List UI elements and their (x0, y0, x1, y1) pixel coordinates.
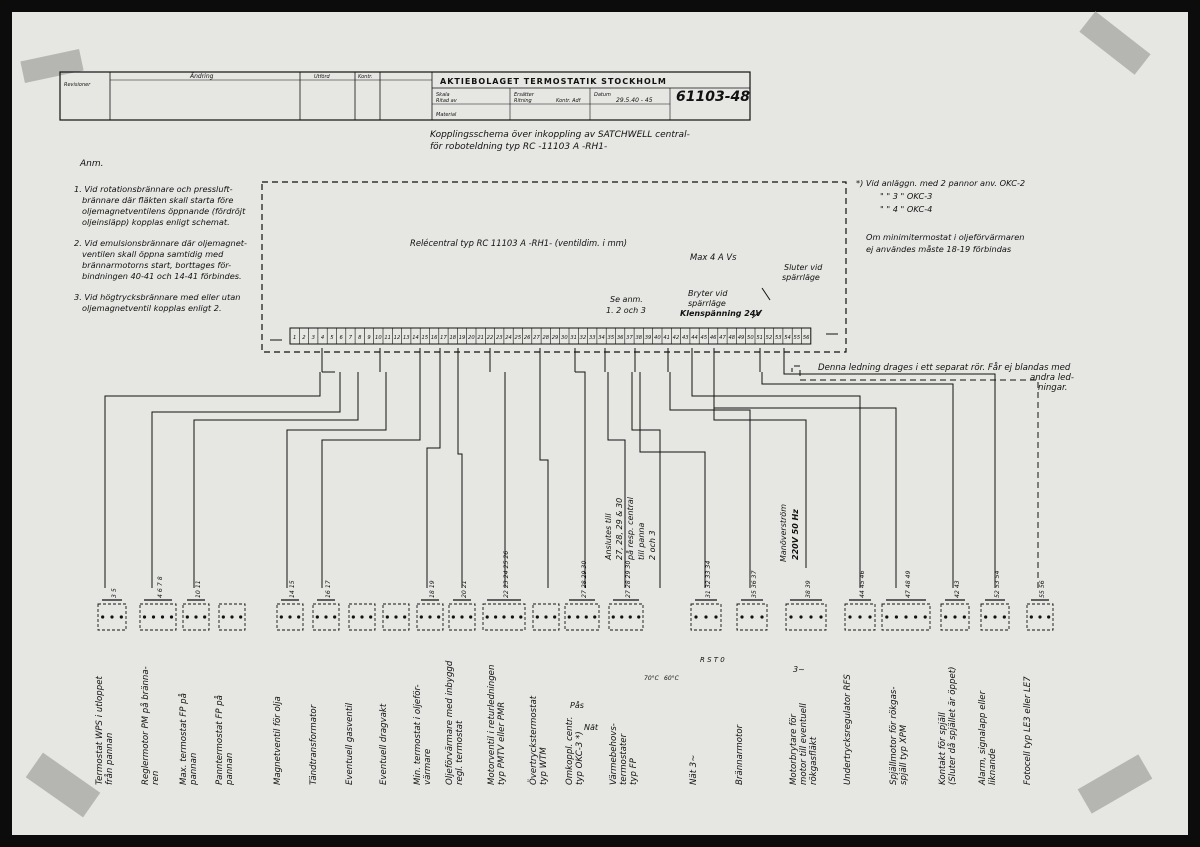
separate-wire-line-1: Denna ledning drages i ett separat rör. Får ej blandas med (818, 363, 1071, 373)
terminal-number: 22 (486, 335, 494, 341)
sluter-line-1: Sluter vid (784, 263, 823, 272)
device-label: Min. termostat i oljeför- (413, 684, 423, 785)
device-label: rökgasfläkt (809, 736, 819, 785)
device-terminals: 52 53 54 (994, 570, 1001, 598)
ritning-label: Ritning (514, 98, 532, 104)
device-terminals: 38 39 (805, 580, 812, 598)
anslutes-line-3: på resp. central (626, 496, 635, 560)
terminal-number: 27 (533, 335, 540, 341)
separate-wire-line-3: ningar. (1038, 383, 1068, 393)
device-terminals: 47 48 49 (905, 570, 912, 598)
terminal-number: 40 (654, 335, 661, 341)
anslutes-line-5: 2 och 3 (648, 530, 657, 560)
terminal-number: 30 (561, 335, 568, 341)
device-pin (1038, 615, 1041, 618)
device (178, 580, 209, 786)
device-pin (885, 615, 888, 618)
device-pin (222, 615, 225, 618)
terminal-number: 51 (756, 335, 763, 341)
device-terminals: 18 19 (429, 580, 436, 598)
device-label: typ PMTV eller PMR (497, 701, 507, 785)
minimitermostat-note-1: Om minimitermostat i oljeförvärmaren (866, 232, 1025, 242)
terminal-number: 3 (311, 335, 315, 341)
device-pin (186, 615, 189, 618)
device-label: Termostat WPS i utloppet (95, 676, 105, 785)
device-pin (203, 615, 206, 618)
device-label: Magnetventil för olja (273, 696, 283, 785)
device-row (95, 551, 1053, 786)
device-terminals: 4 6 7 8 (157, 576, 164, 598)
device-pin (369, 615, 372, 618)
pas-label: Pås (570, 701, 584, 710)
device-label: Motorbrytare för (789, 714, 799, 785)
anslutes-note (604, 496, 657, 561)
device-pin (593, 615, 596, 618)
terminal-number: 36 (616, 335, 624, 341)
three-tilde-label: 3~ (793, 665, 805, 674)
terminal-number: 15 (421, 335, 429, 341)
device-terminals: 10 11 (195, 580, 202, 598)
device-label: Alarm, signalapp eller (978, 690, 988, 785)
terminal-number: 19 (458, 335, 466, 341)
device (483, 551, 525, 785)
device-label: Reglermotor PM på bränna- (141, 666, 151, 785)
device-label: typ FP (629, 758, 639, 785)
device-label: (Sluter då spjället är öppet) (948, 666, 958, 785)
device-pin (984, 615, 987, 618)
device-pin (486, 615, 489, 618)
device-label: liknande (988, 748, 998, 785)
note-2-line-1: 2. Vid emulsionsbrännare där oljemagnet- (74, 238, 247, 248)
device-pin (1047, 615, 1050, 618)
terminal-number: 28 (542, 335, 550, 341)
terminal-number: 53 (774, 335, 782, 341)
device-pin (576, 615, 579, 618)
terminal-number: 24 (505, 335, 512, 341)
device-terminals: 16 17 (325, 580, 332, 598)
terminal-number: 33 (588, 335, 596, 341)
se-anm-line-1: Se anm. (610, 295, 643, 304)
separate-wire-line-2: andra led- (1030, 373, 1074, 383)
device-pin (694, 615, 697, 618)
device-pin (585, 615, 588, 618)
note-1-line-1: 1. Vid rotationsbrännare och pressluft- (74, 184, 233, 194)
device (938, 580, 969, 785)
device-pin (568, 615, 571, 618)
device-label: Övertryckstermostat (529, 695, 539, 785)
device (843, 570, 875, 785)
device-label: Spjällmotor för rökgas- (889, 686, 899, 785)
drawing-number: 61103-48 (676, 89, 750, 105)
device-pin (316, 615, 319, 618)
okc-note-2: " " 3 " OKC-3 (880, 191, 933, 201)
device (214, 604, 245, 786)
device-pin (629, 615, 632, 618)
terminal-number: 16 (430, 335, 438, 341)
terminal-number: 11 (384, 335, 391, 341)
note-2-line-3: brännarmotorns start, borttages för- (82, 260, 232, 270)
device-pin (1030, 615, 1033, 618)
skala-label: Skala (436, 92, 450, 98)
terminal-number: 6 (339, 335, 343, 341)
device-pin (288, 615, 291, 618)
terminal-number: 21 (477, 335, 484, 341)
device-label: Eventuell gasventil (345, 702, 355, 785)
device-pin (789, 615, 792, 618)
terminal-number: 7 (348, 335, 353, 341)
col-andring: Ändring (190, 73, 214, 80)
device-pin (152, 615, 155, 618)
device (786, 580, 826, 785)
terminal-number: 54 (784, 335, 791, 341)
nat-label: Nät (584, 723, 599, 732)
device-pin (239, 615, 242, 618)
device-pin (637, 615, 640, 618)
terminal-number: 13 (402, 335, 410, 341)
terminal-number: 56 (802, 335, 810, 341)
klenspanning: Klenspänning 24V (680, 309, 762, 318)
device-pin (819, 615, 822, 618)
device-label: Undertrycksregulator RFS (843, 674, 853, 785)
terminal-number: 31 (570, 335, 577, 341)
terminal-strip (290, 328, 811, 344)
terminal-number: 49 (737, 335, 745, 341)
sluter-line-2: spärrläge (782, 273, 820, 282)
note-1-line-2: brännare där fläkten skall starta före (82, 195, 234, 205)
terminal-number: 29 (551, 335, 559, 341)
terminal-number: 37 (626, 335, 633, 341)
device-pin (333, 615, 336, 618)
device (413, 580, 443, 785)
device-label: spjäll typ XPM (899, 724, 909, 785)
device-label: Panntermostat FP på (215, 695, 225, 785)
terminal-number: 39 (644, 335, 652, 341)
note-1-line-3: oljemagnetventilens öppnande (fördröjt (82, 206, 246, 216)
se-anm-line-2: 1. 2 och 3 (606, 306, 646, 315)
title-block (60, 72, 750, 120)
anslutes-line-2: 27, 28, 29 & 30 (615, 497, 624, 560)
device-pin (161, 615, 164, 618)
terminal-number: 48 (728, 335, 736, 341)
terminal-number: 55 (793, 335, 801, 341)
device-label: från pannan (105, 732, 115, 785)
terminal-number: 9 (367, 335, 371, 341)
device-label: pannan (225, 752, 235, 785)
terminal-number: 5 (330, 335, 334, 341)
temp-60-label: 60°C (664, 675, 679, 682)
device (689, 561, 721, 785)
device-pin (612, 615, 615, 618)
device-pin (386, 615, 389, 618)
datum-value: 29.5.40 - 45 (616, 97, 653, 104)
device-terminals: 22 23 24 25 26 (503, 550, 510, 598)
device-terminals: 55 56 (1039, 580, 1046, 598)
central-label: Relécentral typ RC 11103 A -RH1- (ventildim. i mm) (410, 238, 628, 248)
okc-note-1: *) Vid anläggn. med 2 pannor anv. OKC-2 (856, 178, 1026, 188)
bryter-line-1: Bryter vid (688, 289, 728, 298)
okc-note-3: " " 4 " OKC-4 (880, 204, 933, 214)
device-pin (620, 615, 623, 618)
terminal-number: 10 (375, 335, 382, 341)
device-label: pannan (189, 752, 199, 785)
device-pin (1003, 615, 1006, 618)
terminal-number: 14 (412, 335, 419, 341)
col-utford: Utförd (314, 74, 330, 80)
device-pin (799, 615, 802, 618)
col-kontr: Kontr. (358, 74, 373, 80)
datum-label: Datum (594, 92, 611, 98)
device-pin (420, 615, 423, 618)
device-pin (704, 615, 707, 618)
device-pin (194, 615, 197, 618)
device-pin (352, 615, 355, 618)
device-pin (280, 615, 283, 618)
device (1023, 580, 1053, 785)
device-pin (963, 615, 966, 618)
device-pin (904, 615, 907, 618)
device-label: termostater (619, 733, 629, 785)
device (379, 604, 409, 785)
terminal-number: 46 (709, 335, 717, 341)
terminal-number: 26 (523, 335, 531, 341)
device-pin (428, 615, 431, 618)
device-terminals: 27 28 29 30 (581, 560, 588, 598)
device-terminals: 31 32 33 34 (705, 560, 712, 598)
device-pin (460, 615, 463, 618)
device-pin (110, 615, 113, 618)
device-pin (914, 615, 917, 618)
notes (74, 159, 247, 313)
revisions-label: Revisioner (64, 82, 91, 88)
device (95, 588, 126, 785)
terminal-number: 43 (681, 335, 689, 341)
ritad-av-label: Ritad av (436, 98, 457, 104)
device-pin (993, 615, 996, 618)
terminal-number: 38 (635, 335, 643, 341)
device-terminals: 44 45 46 (859, 570, 866, 598)
terminal-number: 8 (358, 335, 362, 341)
anslutes-line-1: Anslutes till (604, 513, 613, 560)
device-pin (809, 615, 812, 618)
terminal-number: 44 (691, 335, 698, 341)
device-label: Tändtransformator (309, 704, 319, 785)
device-terminals: 3 5 (111, 588, 118, 598)
device-pin (536, 615, 539, 618)
device-pin (511, 615, 514, 618)
device-pin (924, 615, 927, 618)
device-pin (394, 615, 397, 618)
device-pin (403, 615, 406, 618)
device-pin (519, 615, 522, 618)
relay-central (262, 182, 846, 352)
device-pin (544, 615, 547, 618)
notes-header: Anm. (80, 159, 104, 169)
device (273, 580, 303, 785)
device-pin (120, 615, 123, 618)
device-label: Omkoppl. centr. (565, 716, 575, 785)
device (882, 570, 930, 785)
device-pin (143, 615, 146, 618)
minimitermostat-note-2: ej användes måste 18-19 förbindas (866, 244, 1012, 254)
terminal-number: 35 (607, 335, 615, 341)
note-2-line-2: ventilen skall öppna samtidig med (82, 249, 224, 259)
device (735, 570, 767, 785)
manover-line-2: 220V 50 Hz (791, 509, 800, 560)
manover-line-1: Manöverström (779, 504, 788, 562)
device-label: Nät 3~ (689, 754, 699, 785)
bryter-line-2: spärrläge (688, 299, 726, 308)
temp-70-label: 70°C (644, 675, 659, 682)
terminal-number: 2 (302, 335, 306, 341)
terminal-number: 42 (672, 335, 680, 341)
device-pin (760, 615, 763, 618)
device-pin (494, 615, 497, 618)
device-label: Kontakt för spjäll (938, 712, 948, 785)
device-label: motor till eventuell (799, 703, 809, 785)
terminal-number: 20 (468, 335, 475, 341)
terminal-number: 47 (719, 335, 726, 341)
device-pin (452, 615, 455, 618)
material-label: Material (436, 112, 457, 118)
device-terminals: 27 28 29 30 (625, 560, 632, 598)
device-label: värmare (423, 748, 433, 785)
terminal-number: 12 (393, 335, 401, 341)
device-label: Eventuell dragvakt (379, 703, 389, 785)
central-max: Max 4 A Vs (690, 252, 737, 262)
device-pin (101, 615, 104, 618)
device-terminals: 20 21 (461, 580, 468, 598)
device-pin (953, 615, 956, 618)
device-pin (848, 615, 851, 618)
device (565, 561, 599, 785)
device-pin (858, 615, 861, 618)
device-pin (895, 615, 898, 618)
device-label: typ OKC-3 *) (575, 731, 585, 785)
terminal-number: 52 (765, 335, 773, 341)
device-label: typ WTM (539, 747, 549, 785)
device-label: regl. termostat (455, 720, 465, 785)
device (528, 604, 559, 785)
kontr-av-label: Kontr. Adf (556, 98, 581, 104)
device-label: Brännarmotor (735, 724, 745, 785)
device-pin (437, 615, 440, 618)
device-pin (360, 615, 363, 618)
device-label: Oljeförvärmare med inbyggd (445, 660, 455, 785)
note-3-line-2: oljemagnetventil kopplas enligt 2. (82, 303, 222, 313)
device-terminals: 42 43 (954, 580, 961, 598)
terminal-number: 45 (700, 335, 708, 341)
device (140, 576, 176, 785)
device-label: Fotocell typ LE3 eller LE7 (1023, 676, 1033, 785)
device-pin (714, 615, 717, 618)
note-3-line-1: 3. Vid högtrycksbrännare med eller utan (74, 292, 241, 302)
terminal-number: 41 (663, 335, 670, 341)
rsto-label: R S T 0 (700, 656, 725, 664)
device-pin (502, 615, 505, 618)
terminal-number: 32 (579, 335, 587, 341)
device-label: Värmebehovs- (609, 723, 619, 785)
terminal-number: 17 (440, 335, 447, 341)
device-label: ren (151, 770, 161, 785)
terminal-number: 23 (495, 335, 503, 341)
device-pin (868, 615, 871, 618)
terminal-number: 1 (292, 335, 297, 341)
terminal-number: 18 (449, 335, 457, 341)
device (978, 570, 1009, 786)
terminal-number: 25 (514, 335, 522, 341)
terminal-number: 34 (598, 335, 605, 341)
company-name: AKTIEBOLAGET TERMOSTATIK STOCKHOLM (440, 77, 667, 86)
wires (105, 348, 1038, 588)
device-pin (297, 615, 300, 618)
device-pin (170, 615, 173, 618)
device (309, 580, 339, 785)
device-pin (750, 615, 753, 618)
device-pin (324, 615, 327, 618)
ersattar-label: Ersätter (514, 92, 534, 98)
anslutes-line-4: till panna (637, 522, 646, 560)
device-pin (469, 615, 472, 618)
note-2-line-4: bindningen 40-41 och 14-41 förbindes. (82, 271, 242, 281)
device-terminals: 35 36 37 (751, 570, 758, 598)
terminal-number: 4 (320, 335, 325, 341)
device (445, 580, 475, 785)
device-label: Motorventil i returledningen (487, 664, 497, 785)
heading-line-2: för roboteldning typ RC -11103 A -RH1- (430, 142, 608, 152)
note-1-line-4: oljeinsläpp) kopplas enligt schemat. (82, 217, 230, 227)
terminal-number: 50 (747, 335, 754, 341)
right-notes (856, 178, 1025, 254)
device-pin (553, 615, 556, 618)
device-label: Max. termostat FP på (179, 693, 189, 785)
device-terminals: 14 15 (289, 580, 296, 598)
heading-line-1: Kopplingsschema över inkoppling av SATCHWELL central- (430, 130, 690, 140)
device (609, 561, 643, 785)
device (345, 604, 375, 785)
device-pin (944, 615, 947, 618)
manover-note (779, 504, 800, 562)
device-pin (740, 615, 743, 618)
device-pin (230, 615, 233, 618)
